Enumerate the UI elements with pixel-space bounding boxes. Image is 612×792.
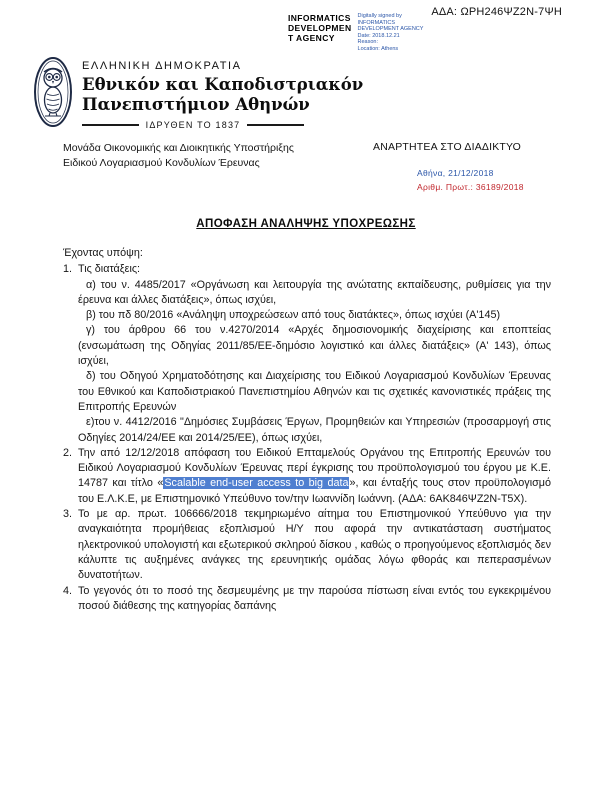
- ada-code: ΑΔΑ: ΩΡΗ246ΨΖ2Ν-7ΨΗ: [431, 6, 562, 18]
- item1-sub-c: γ) του άρθρου 66 του ν.4270/2014 «Αρχές δημοσιονομικής διαχείρισης και εποπτείας (ενσωμάτωση της Οδηγίας 2011/85/ΕΕ-δημόσιο λογιστικό και άλλες διατάξεις» (Α' 143), όπως ισχύει,: [78, 324, 551, 368]
- letterhead-text: [82, 56, 363, 133]
- item-content: [78, 262, 551, 446]
- issuing-unit: [63, 141, 294, 192]
- item2-text-after: », και ένταξής τους στον προϋπολογισμό του Ε.Λ.Κ.Ε, με Επιστημονικό Υπεύθυνο τον/την Ιωαννίδη Ιωάννη. (ΑΔΑ: 6ΑΚ846ΨΖ2Ν-Τ5Χ).: [78, 477, 551, 505]
- stamp-agency-name: [288, 13, 352, 43]
- item2-text-before: Την από 12/12/2018 απόφαση του Ειδικού Επταμελούς Οργάνου της Επιτροπής Ερευνών του Ειδικού Λογαριασμού Κονδυλίων Έρευνας περί έγκρισης του προϋπολογισμού του έργου με Κ.Ε. 14787 και τίτλο «: [78, 446, 551, 490]
- posting-and-protocol: [373, 141, 551, 192]
- university-name-line1: Εθνικόν και Καποδιστριακόν: [82, 75, 364, 94]
- item1-sub-d: δ) του Οδηγού Χρηματοδότησης και Διαχείρισης του Ειδικού Λογαριασμού Κονδυλίων Έρευνας του Εθνικού και Καποδιστριακού Πανεπιστημίου Αθηνών και τις σχετικές κανονιστικές πράξεις της Επιτροπής Ερευνών: [78, 370, 551, 413]
- list-item-1: [63, 262, 551, 446]
- document-date: Αθήνα, 21/12/2018: [417, 168, 494, 178]
- stamp-signature-details: [358, 13, 424, 52]
- stamp-detail-line: INFORMATICS: [357, 19, 395, 26]
- item1-sub-b: β) του πδ 80/2016 «Ανάληψη υποχρεώσεων από τους διατάκτες», όπως ισχύει (Α'145): [86, 309, 501, 322]
- letterhead: [33, 56, 363, 133]
- founded-label: ΙΔΡΥΘΕΝ ΤΟ 1837: [145, 120, 241, 130]
- item4-text: Το γεγονός ότι το ποσό της δεσμευμένης με την παρούσα πίστωση είναι εντός του εγκεκριμένου ποσού διάθεσης της κατηγορίας δαπάνης: [78, 584, 551, 612]
- preamble-intro: Έχοντας υπόψη:: [63, 247, 143, 259]
- founded-line: [82, 120, 304, 130]
- list-item-2: [63, 446, 551, 507]
- stamp-detail-line: Reason:: [357, 39, 379, 45]
- list-item-3: [63, 507, 551, 583]
- hellenic-republic-label: ΕΛΛΗΝΙΚΗ ΔΗΜΟΚΡΑΤΙΑ: [82, 60, 242, 72]
- item2-text: [78, 446, 551, 507]
- list-item-4: [63, 584, 551, 615]
- stamp-agency-line: T AGENCY: [288, 33, 335, 43]
- item-number: 1.: [63, 263, 73, 276]
- item1-lead: Τις διατάξεις:: [78, 263, 141, 276]
- stamp-detail-line: DEVELOPMENT AGENCY: [357, 26, 424, 32]
- founded-rule-right: [247, 124, 304, 126]
- issuing-unit-line1: Μονάδα Οικονομικής και Διοικητικής Υποστήριξης: [63, 142, 294, 154]
- item-number: 4.: [63, 584, 73, 597]
- stamp-detail-line: Digitally signed by: [357, 13, 402, 19]
- stamp-agency-line: DEVELOPMEN: [288, 23, 352, 33]
- subheader-row: [63, 141, 551, 192]
- item3-text: Το με αρ. πρωτ. 106666/2018 τεκμηριωμένο αίτημα του Επιστημονικού Υπεύθυνο για την αναγκαιότητα προμήθειας εξοπλισμού Η/Υ που αφορά την αντικατάσταση συστήματος ηλεκτρονικού υπολογιστή και εξωτερικού σκληρού δίσκου , καθώς ο προηγούμενος εξοπλισμός δεν κάλυπτε τις αυξημένες ανάγκες της ερευνητικής ομάδας λόγω φθοράς και πεπερασμένων δυνατοτήτων.: [78, 508, 551, 582]
- university-name-line2: Πανεπιστήμιον Αθηνών: [82, 95, 310, 114]
- stamp-detail-line: Date: 2018.12.21: [357, 32, 400, 39]
- web-posting-label: ΑΝΑΡΤΗΤΕΑ ΣΤΟ ΔΙΑΔΙΚΤΥΟ: [373, 141, 522, 153]
- stamp-agency-line: INFORMATICS: [288, 13, 351, 23]
- digital-signature-stamp: [288, 13, 423, 52]
- university-seal-icon: [33, 56, 73, 133]
- item-content: [78, 507, 551, 583]
- item-content: [78, 446, 551, 507]
- founded-rule-left: [82, 124, 139, 126]
- item-number: 2.: [63, 446, 73, 459]
- stamp-detail-line: Location: Athens: [357, 45, 399, 52]
- item1-sub-a: α) του ν. 4485/2017 «Οργάνωση και λειτουργία της ανώτατης εκπαίδευσης, ρυθμίσεις για την έρευνα και άλλες διατάξεις», όπως ισχύει,: [78, 278, 551, 306]
- item-number: 3.: [63, 508, 73, 521]
- document-title: ΑΠΟΦΑΣΗ ΑΝΑΛΗΨΗΣ ΥΠΟΧΡΕΩΣΗΣ: [196, 218, 416, 230]
- document-body: [63, 246, 551, 614]
- project-title-highlight: Scalable end-user access to big data: [164, 477, 349, 490]
- item-content: [78, 584, 551, 615]
- protocol-number: Αριθμ. Πρωτ.: 36189/2018: [417, 182, 524, 192]
- item1-sub-e: ε)του ν. 4412/2016 "Δημόσιες Συμβάσεις Έργων, Προμηθειών και Υπηρεσιών (προσαρμογή στις Οδηγίες 2014/24/ΕΕ και 2014/25/ΕΕ), όπως ισχύει,: [78, 416, 551, 444]
- issuing-unit-line2: Ειδικού Λογαριασμού Κονδυλίων Έρευνας: [63, 156, 260, 169]
